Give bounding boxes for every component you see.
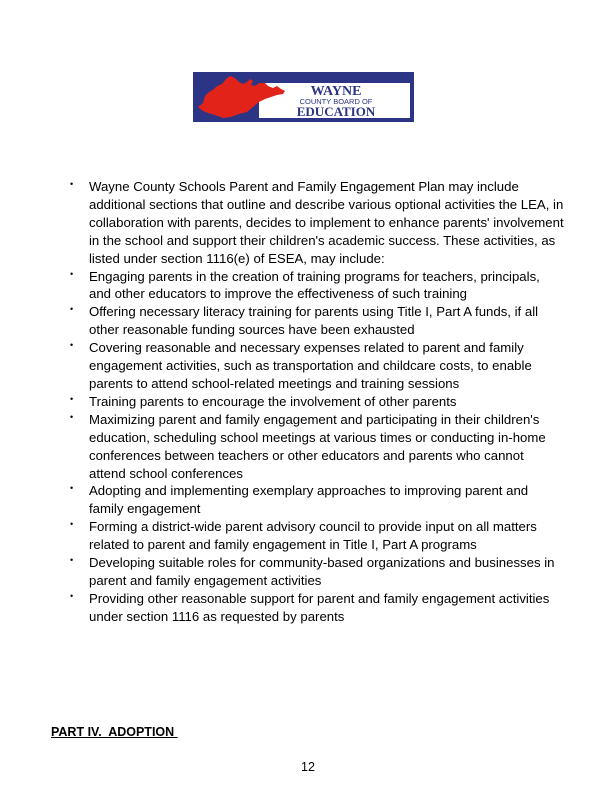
list-item-text-line: conferences between teachers or other educators and parents who cannot <box>89 447 524 463</box>
bullet-marker: • <box>70 411 74 422</box>
logo-line-county-board-of: COUNTY BOARD OF <box>299 97 373 106</box>
logo-line-education: EDUCATION <box>296 104 376 119</box>
part-iv-adoption-heading: PART IV. ADOPTION <box>51 725 178 739</box>
list-item <box>70 393 570 411</box>
list-item-text-line: related to parent and family engagement in Title I, Part A programs <box>89 537 477 553</box>
list-item <box>70 268 570 304</box>
list-item-text-line: under section 1116 as requested by parents <box>89 608 345 624</box>
list-item-text-line: Adopting and implementing exemplary approaches to improving parent and <box>89 483 529 499</box>
list-item-text-line: and other educators to improve the effectiveness of such training <box>89 286 468 302</box>
bullet-marker: • <box>70 268 74 279</box>
list-item <box>70 590 570 626</box>
bullet-marker: • <box>70 393 74 404</box>
logo-graphic <box>195 74 412 120</box>
list-item-text-line: Covering reasonable and necessary expenses related to parent and family <box>89 340 524 356</box>
list-item <box>70 482 570 518</box>
list-item <box>70 411 570 483</box>
list-item-text-line: Offering necessary literacy training for parents using Title I, Part A funds, if all <box>89 304 539 320</box>
bullet-marker: • <box>70 555 74 566</box>
list-item-text-line: education, scheduling school meetings at various times or conducting in-home <box>89 429 546 445</box>
list-item-text-line: listed under section 1116(e) of ESEA, may include: <box>89 250 385 266</box>
list-item-text-line: Developing suitable roles for community-based organizations and businesses in <box>89 555 555 571</box>
list-item-text-line: other reasonable funding sources have been exhausted <box>89 322 415 338</box>
list-item-text-line: attend school conferences <box>89 465 243 481</box>
list-item-text-line: family engagement <box>89 501 201 517</box>
bullet-marker: • <box>70 483 74 494</box>
list-item-text-line: engagement activities, such as transportation and childcare costs, to enable <box>89 358 532 374</box>
list-item <box>70 178 570 268</box>
list-item-text-line: Maximizing parent and family engagement and participating in their children's <box>89 411 540 427</box>
logo-line-wayne: WAYNE <box>310 84 362 99</box>
list-item-text-line: Training parents to encourage the involvement of other parents <box>89 393 457 409</box>
list-item-text-line: Wayne County Schools Parent and Family Engagement Plan may include <box>89 179 519 194</box>
list-item-text-line: Providing other reasonable support for parent and family engagement activities <box>89 590 550 606</box>
list-item-text-line: Forming a district-wide parent advisory council to provide input on all matters <box>89 519 537 535</box>
list-item-text-line: parents to attend school-related meetings and training sessions <box>89 375 460 391</box>
list-item <box>70 554 570 590</box>
bullet-marker: • <box>70 590 74 601</box>
bullet-marker: • <box>70 179 74 189</box>
list-item-text-line: collaboration with parents, decides to implement to enhance parents' involvement <box>89 214 564 230</box>
bullet-marker: • <box>70 304 74 315</box>
list-item <box>70 339 570 393</box>
page-number: 12 <box>301 760 315 774</box>
list-item <box>70 518 570 554</box>
list-item <box>70 303 570 339</box>
list-item-text-line: additional sections that outline and describe various optional activities the LEA, in <box>89 196 564 212</box>
wayne-county-board-of-education-logo <box>193 72 414 122</box>
list-item-text-line: Engaging parents in the creation of training programs for teachers, principals, <box>89 268 540 284</box>
optional-activities-list <box>70 178 570 626</box>
bullet-marker: • <box>70 519 74 530</box>
bullet-marker: • <box>70 340 74 351</box>
list-item-text-line: parent and family engagement activities <box>89 572 322 588</box>
list-item-text-line: in the school and support their children's academic success. These activities, as <box>89 232 556 248</box>
